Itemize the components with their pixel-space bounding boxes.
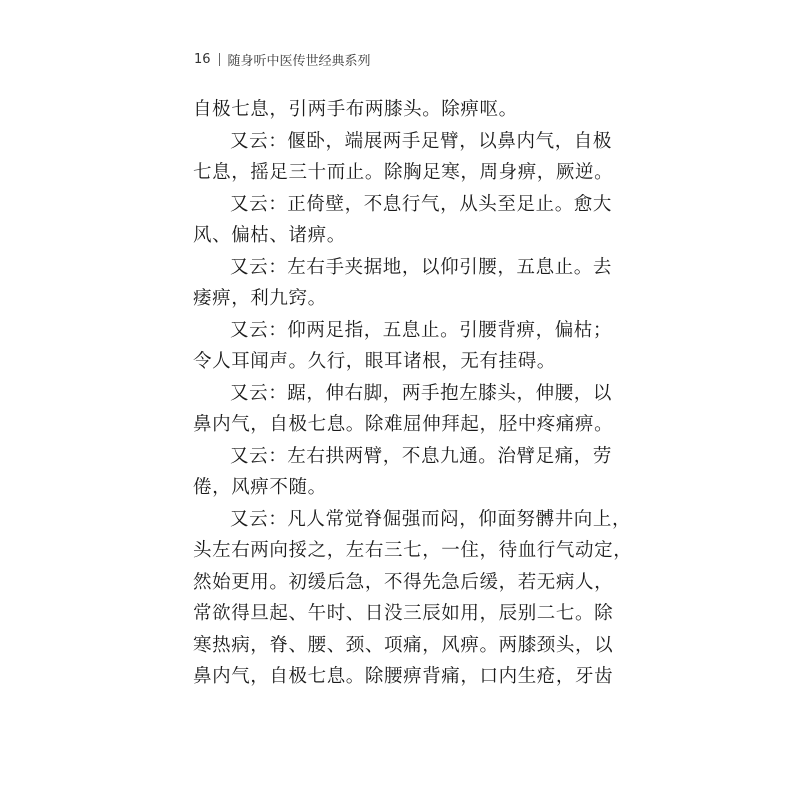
text-line: 头左右两向挼之，左右三七，一住，待血行气动定，	[193, 540, 633, 561]
text-line: 自极七息，引两手布两膝头。除痹呕。	[193, 99, 518, 120]
text-line: 又云：偃卧，端展两手足臂，以鼻内气，自极	[230, 130, 613, 152]
text-line: 常欲得旦起、午时、日没三辰如用，辰别二七。除	[193, 603, 614, 624]
text-line: 七息，摇足三十而止。除胸足寒，周身痹，厥逆。	[193, 162, 614, 183]
text-line: 又云：仰两足指，五息止。引腰背痹，偏枯；	[230, 319, 613, 341]
text-line: 然始更用。初缓后急，不得先急后缓，若无病人，	[193, 571, 614, 593]
text-line: 又云：左右拱两臂，不息九通。治臂足痛，劳	[230, 445, 613, 467]
text-line: 又云：踞，伸右脚，两手抱左膝头，伸腰，以	[230, 382, 613, 404]
text-line: 又云：正倚壁，不息行气，从头至足止。愈大	[230, 193, 613, 215]
page-number: 16	[194, 51, 211, 67]
text-line: 又云：左右手夹据地，以仰引腰，五息止。去	[230, 256, 613, 278]
header-divider	[219, 53, 220, 66]
text-line: 倦，风痹不随。	[193, 477, 327, 498]
text-line: 又云：凡人常觉脊倔强而闷，仰面努髆井向上，	[230, 508, 632, 530]
running-header	[194, 49, 371, 69]
series-title: 随身听中医传世经典系列	[227, 53, 371, 69]
body-text	[193, 94, 633, 693]
text-line: 令人耳闻声。久行，眼耳诸根，无有挂碍。	[193, 351, 556, 372]
text-line: 寒热病，脊、腰、颈、项痛，风痹。两膝颈头，以	[193, 634, 614, 656]
text-line: 痿痹，利九窍。	[193, 288, 327, 309]
text-line: 鼻内气，自极七息。除难屈伸拜起，胫中疼痛痹。	[193, 414, 614, 435]
text-line: 鼻内气，自极七息。除腰痹背痛，口内生疮，牙齿	[193, 666, 614, 687]
text-line: 风、偏枯、诸痹。	[193, 225, 346, 246]
